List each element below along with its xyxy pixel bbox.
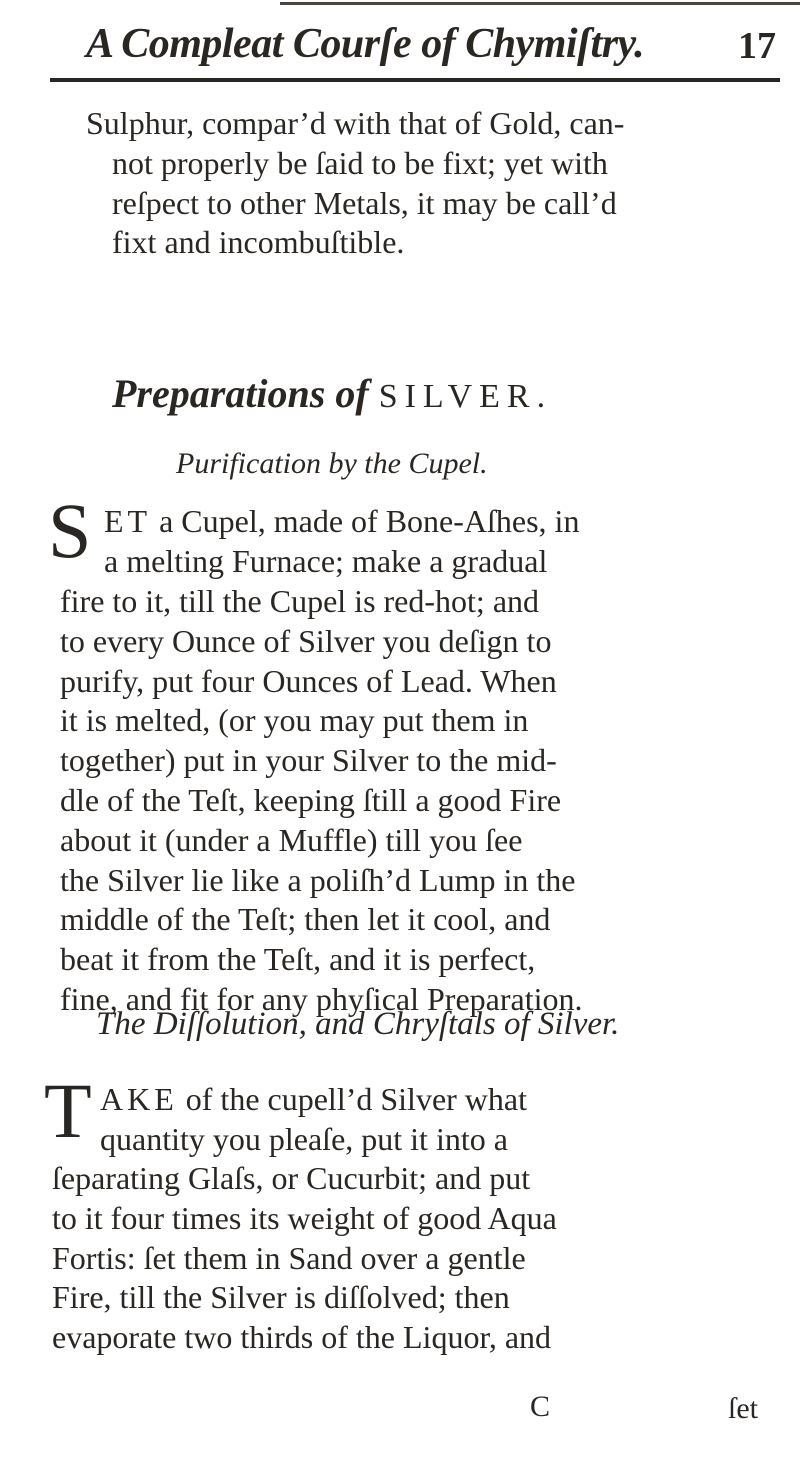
section1-first-line [104,502,579,582]
running-head-title: A Compleat Courſe of Chymiſtry. [86,21,645,67]
section1-line: fire to it, till the Cupel is red-hot; and [60,583,540,619]
section1-line: dle of the Teſt, keeping ſtill a good Fire [60,781,562,818]
page-number: 17 [738,25,776,67]
section2-line: Fortis: ſet them in Sand over a gentle [52,1239,526,1276]
section1-line: together) put in your Silver to the mid- [60,742,557,779]
section1-line: beat it from the Teſt, and it is perfect, [60,941,536,978]
section2-line: of the cupell’d Silver what [185,1081,527,1117]
section1-line: the Silver lie like a poliſh’d Lump in the [60,861,576,898]
drop-cap-s: S [48,487,92,574]
section1-line: middle of the Teſt; then let it cool, and [60,901,551,938]
top-edge-rule [280,2,800,5]
section2-first-line [100,1080,527,1160]
subsection-heading-purification: Purification by the Cupel. [176,447,488,480]
section-heading-main [112,370,552,417]
section1-line: a melting Furnace; make a gradual [104,542,548,579]
drop-cap-t: T [44,1067,92,1154]
section1-line: fine, and fit for any phyſical Preparation. [60,980,583,1017]
intro-line: Sulphur, compar’d with that of Gold, can- [86,105,625,141]
section1-line: about it (under a Muffle) till you ſee [60,821,523,858]
section1-line: to every Ounce of Silver you deſign to [60,622,552,659]
intro-line: fixt and incombuſtible. [112,224,405,261]
intro-paragraph [86,104,624,263]
section1-body [60,582,582,1020]
section2-line: evaporate two thirds of the Liquor, and [52,1319,552,1356]
intro-line: reſpect to other Metals, it may be call’d [112,184,617,221]
heading-prefix: Preparations of [112,371,369,416]
section1-line: purify, put four Ounces of Lead. When [60,662,557,699]
signature-mark: C [530,1390,551,1423]
section2-line: Fire, till the Silver is diſſolved; then [52,1279,510,1316]
subsection-heading-dissolution: The Diſſolution, and Chryſtals of Silver. [96,1006,620,1042]
section2-line: to it four times its weight of good Aqua [52,1199,557,1236]
first-word-rest: AKE [100,1081,178,1117]
first-word-rest: ET [104,503,152,539]
section1-line: a Cupel, made of Bone-Aſhes, in [159,503,580,539]
section2-line: quantity you pleaſe, put it into a [100,1120,508,1157]
running-head [86,6,776,76]
heading-subject: SILVER. [378,378,553,415]
section2-body [52,1159,557,1358]
section1-line: it is melted, (or you may put them in [60,702,529,739]
section2-line: ſeparating Glaſs, or Cucurbit; and put [52,1160,531,1196]
catchword: ſet [728,1392,758,1425]
intro-line: not properly be ſaid to be fixt; yet with [112,144,608,181]
header-rule [50,78,780,82]
